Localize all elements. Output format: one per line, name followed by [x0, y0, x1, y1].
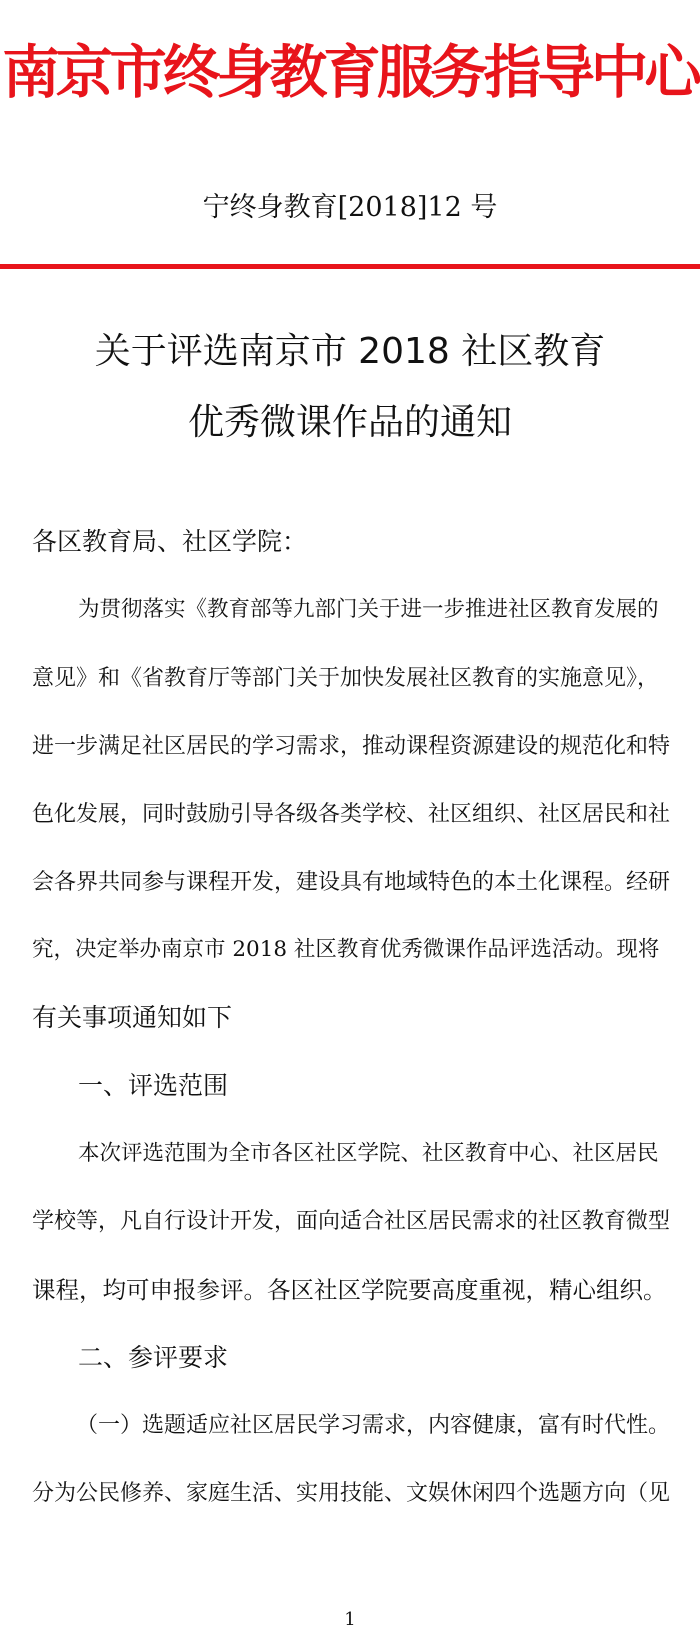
- document-number: 宁终身教育[2018]12 号: [202, 192, 498, 223]
- paragraph-line: 为贯彻落实《教育部等九部门关于进一步推进社区教育发展的: [78, 597, 659, 622]
- paragraph-line: 有关事项通知如下: [32, 1003, 233, 1032]
- paragraph-line: 色化发展，同时鼓励引导各级各类学校、社区组织、社区居民和社: [32, 802, 670, 827]
- paragraph-line: 学校等，凡自行设计开发，面向适合社区居民需求的社区教育微型: [32, 1209, 670, 1234]
- issuing-organization-header: 南京市终身教育服务指导中心: [2, 39, 698, 106]
- paragraph-line: （一）选题适应社区居民学习需求，内容健康，富有时代性。: [76, 1413, 670, 1438]
- paragraph-line: 分为公民修养、家庭生活、实用技能、文娱休闲四个选题方向（见: [32, 1481, 670, 1506]
- red-divider-line: [0, 264, 700, 269]
- paragraph-line: 进一步满足社区居民的学习需求，推动课程资源建设的规范化和特: [32, 734, 670, 759]
- notice-title-line-2: 优秀微课作品的通知: [187, 402, 512, 443]
- paragraph-line: 本次评选范围为全市各区社区学院、社区教育中心、社区居民: [78, 1141, 659, 1166]
- section-heading: 一、评选范围: [78, 1071, 229, 1100]
- paragraph-line: 课程，均可申报参评。各区社区学院要高度重视，精心组织。: [32, 1276, 667, 1304]
- notice-title-line-1: 关于评选南京市 2018 社区教育: [94, 331, 606, 372]
- paragraph-line: 会各界共同参与课程开发，建设具有地域特色的本土化课程。经研: [32, 870, 670, 895]
- salutation: 各区教育局、社区学院：: [32, 527, 308, 556]
- section-heading: 二、参评要求: [78, 1343, 229, 1372]
- paragraph-line: 究，决定举办南京市 2018 社区教育优秀微课作品评选活动。现将: [32, 937, 660, 962]
- page-number: 1: [344, 1609, 356, 1630]
- paragraph-line: 意见》和《省教育厅等部门关于加快发展社区教育的实施意见》，: [32, 666, 660, 691]
